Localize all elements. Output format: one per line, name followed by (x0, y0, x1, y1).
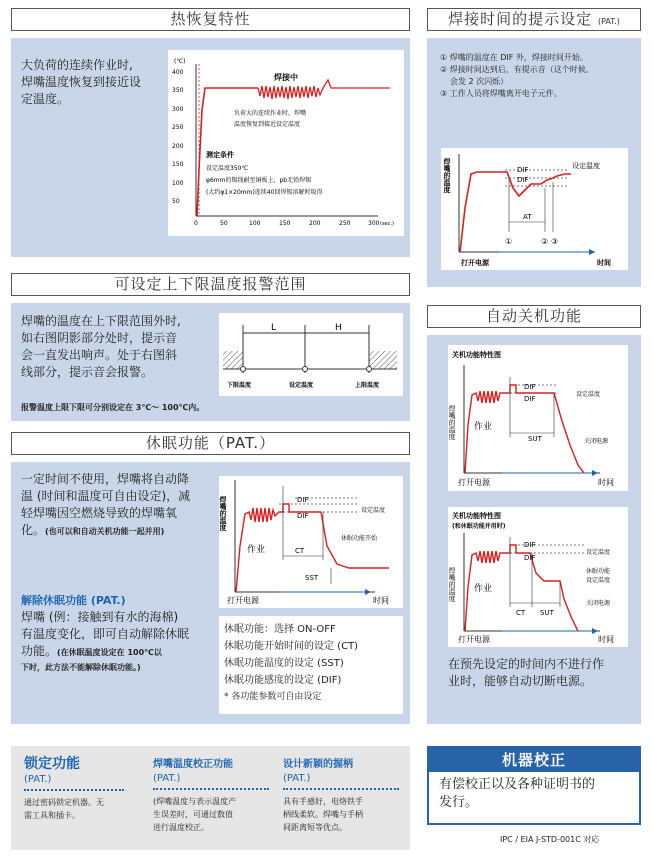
x-label: 打开电源 (461, 259, 489, 267)
dif-label: DIF (524, 554, 536, 562)
auto-off-chart1 (448, 345, 628, 491)
mark-2: ② (541, 237, 549, 246)
x-time-label: 时间 (597, 259, 611, 267)
x-tick-labels (194, 220, 394, 227)
chart2-title: 关机功能特性图 (452, 512, 501, 520)
work-label: 作业 (474, 422, 493, 432)
upper-hatch (369, 351, 397, 369)
work-label: 作业 (247, 545, 266, 555)
chart1-title: 关机功能特性图 (452, 351, 501, 359)
lower-hatch (223, 351, 243, 369)
x-label: 打开电源 (458, 635, 490, 644)
ct-label: CT (295, 547, 305, 555)
dif-label: DIF (524, 395, 536, 403)
x-tick: 0 (194, 220, 198, 227)
heat-note-line: 温度恢复到接近设定温度 (234, 121, 301, 128)
set-temp-label: 设定温度 (361, 507, 386, 514)
feature-handle: 设计新颖的握柄 (PAT.) 具有手感好，电烙铁手 柄线柔软。焊嘴与手柄 间距离短等优点。 (283, 758, 403, 834)
l-label: L (271, 323, 277, 333)
y-label: 焊嘴的温度 (448, 405, 456, 440)
sut-label: SUT (528, 435, 542, 443)
auto-off-chart1-box (448, 345, 628, 491)
standard-note: IPC / EIA J-STD-001C 对応 (500, 835, 600, 844)
x-time-label: 时间 (373, 596, 389, 605)
sleep-start-label: 休眠功能开始 (341, 535, 378, 542)
sleep-chart-box (219, 476, 403, 608)
y-tick: 400 (172, 69, 184, 76)
sut-label: SUT (540, 609, 554, 617)
dif-label: DIF (297, 512, 309, 520)
welding-time-chart (441, 148, 628, 270)
welding-label: 焊接中 (274, 73, 298, 82)
y-tick: 100 (172, 180, 184, 187)
sleep-set-label: 休眠功能 (586, 568, 611, 575)
cond-line: (大约φ1×20mm)连续40回焊锡溶解时取得 (206, 189, 323, 196)
mark-3: ③ (551, 237, 559, 246)
sleep-title: 休眠功能（PAT.） (11, 432, 410, 455)
sleep-chart (219, 476, 403, 608)
heat-recovery-chart (168, 50, 404, 236)
x-label: 打开电源 (227, 596, 259, 605)
cond-title: 测定条件 (206, 151, 234, 159)
release-title: 解除休眠功能 (PAT.) (21, 594, 126, 607)
ct-label: CT (516, 609, 526, 617)
alarm-diagram-box (219, 313, 403, 396)
auto-off-text: 在预先设定的时间内不进行作 业时，能够自动切断电源。 (448, 657, 605, 688)
sst-label: SST (305, 574, 319, 582)
heat-recovery-chart-box (168, 50, 404, 236)
heat-recovery-title: 热恢复特性 (11, 8, 410, 31)
cond-line: 设定温度350℃ (206, 165, 249, 172)
machine-calibration-box (427, 746, 641, 825)
y-label: 焊嘴的温度 (219, 496, 227, 531)
machine-calibration-title: 机器校正 (429, 748, 639, 772)
set-temp-label: 设定温度 (586, 549, 611, 556)
alarm-note: 报警温度上限下限可分别设定在 3℃～ 100℃内。 (21, 403, 205, 412)
y-unit: (℃) (174, 58, 186, 65)
y-label: 焊嘴的温度 (448, 567, 456, 602)
auto-off-chart2 (448, 507, 628, 647)
chart2-subtitle: (和休眠功能并用时) (452, 523, 506, 530)
heat-recovery-text: 大负荷的连续作业时, 焊嘴温度恢复到接近设 定温度。 (21, 58, 142, 106)
x-tick: 250 (339, 220, 351, 227)
welding-zigzag (258, 80, 390, 99)
x-tick: 100 (249, 220, 261, 227)
power-off-label: 关闭电源 (586, 600, 611, 607)
x-time-label: 时间 (598, 635, 614, 644)
y-tick: 250 (172, 124, 184, 131)
dif-label: DIF (517, 176, 529, 184)
y-tick: 300 (172, 106, 184, 113)
y-tick: 350 (172, 87, 184, 94)
y-label: 焊嘴的温度 (443, 158, 451, 193)
upper-label: 上限温度 (355, 382, 380, 389)
set-temp-label: 设定温度 (572, 162, 600, 170)
welding-time-items: ① 焊嘴的温度在 DIF 外，焊接时间开始。 ② 焊接时间达到后，有提示音（这个时候, 会发 2 次闪烁） ③ 工作人员将焊嘴离开电子元件。 (440, 53, 589, 98)
x-tick: 200 (309, 220, 321, 227)
work-label: 作业 (474, 584, 493, 594)
feature-lock: 锁定功能 (PAT.) 通过密码锁定机器。无 需工具和插卡。 (24, 756, 139, 822)
y-tick: 50 (172, 198, 180, 205)
auto-off-title: 自动关机功能 (427, 305, 641, 328)
feature-calibration: 焊嘴温度校正功能 (PAT.) (焊嘴温度与表示温度产 生误差时，可通过数值 进行温度校正。 (153, 758, 273, 834)
mark-1: ① (505, 237, 513, 246)
alarm-title: 可设定上下限温度报警范围 (11, 273, 410, 296)
release-block: 解除休眠功能 (PAT.) 焊嘴 (例：接触到有水的海棉) 有温度变化，即可自动解除休眠 功能。(在休眠温度设定在 100℃以 下时，此方法不能解除休眠功能。) (21, 593, 219, 675)
cond-line: φ6mm的锡线耐至铜板上，pb无铅焊锡 (206, 177, 312, 184)
x-tick: 50 (220, 220, 228, 227)
x-tick: 300 (368, 220, 380, 227)
welding-time-chart-box (441, 148, 628, 270)
set-label: 设定温度 (289, 382, 314, 389)
dif-label: DIF (524, 383, 536, 391)
sleep-set-label: 设定温度 (586, 577, 611, 584)
y-tick: 200 (172, 143, 184, 150)
x-unit: (sec.) (380, 221, 394, 227)
alarm-diagram (219, 313, 403, 396)
at-label: AT (523, 213, 532, 221)
y-tick: 150 (172, 161, 184, 168)
machine-calibration-body: 有偿校正以及各种证明书的 发行。 (439, 777, 596, 810)
x-label: 打开电源 (458, 478, 490, 487)
x-tick: 150 (279, 220, 291, 227)
power-off-label: 关闭电源 (584, 438, 609, 445)
h-label: H (335, 323, 342, 333)
heat-note-line: 负荷大的连续作业时，焊嘴 (234, 110, 307, 117)
auto-off-chart2-box (448, 507, 628, 647)
set-temp-label: 设定温度 (576, 391, 601, 398)
x-time-label: 时间 (598, 478, 614, 487)
alarm-text: 焊嘴的温度在上下限范围外时, 如右图阴影部分处时，提示音 会一直发出响声。处于右图斜 线部分，提示音会报警。 (21, 314, 181, 379)
lower-label: 下限温度 (227, 382, 252, 389)
sleep-text: 一定时间不使用，焊嘴将自动降 温 (时间和温度可自由设定)，减 轻焊嘴因空燃烧导致的焊嘴氧 化。(也可以和自动关机功能一起并用) (21, 472, 191, 537)
dif-label: DIF (524, 541, 536, 549)
y-tick-labels (172, 69, 184, 205)
dif-label: DIF (297, 496, 309, 504)
sleep-params-box: 休眠功能：选择 ON-OFF 休眠功能开始时间的设定 (CT) 休眠功能温度的设定 (SST) 休眠功能感度的设定 (DIF) * 各功能参数可自由设定 (219, 616, 403, 714)
dif-label: DIF (517, 166, 529, 174)
welding-time-title: 焊接时间的提示设定 (PAT.) (427, 8, 641, 31)
